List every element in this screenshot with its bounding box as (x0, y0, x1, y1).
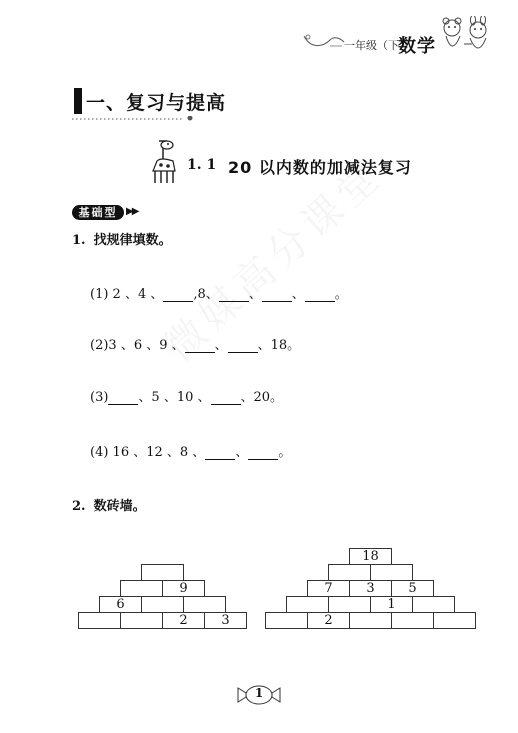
brick[interactable] (183, 596, 226, 613)
arrow-icon: ▶▶ (126, 206, 138, 217)
answer-blank[interactable] (163, 287, 193, 302)
exercise-text: 、18。 (257, 338, 301, 353)
brick[interactable] (433, 612, 476, 629)
brick[interactable] (120, 580, 163, 597)
exercise-text: ,8、 (193, 287, 219, 302)
answer-blank[interactable] (185, 338, 215, 353)
brick[interactable] (265, 612, 308, 629)
exercise-text: 、20。 (240, 390, 284, 405)
brick[interactable] (162, 580, 205, 597)
brick-value: 9 (179, 581, 188, 596)
brick[interactable] (370, 564, 413, 581)
brick[interactable] (286, 596, 329, 613)
exercise-label: (2)3 、6 、9 、 (90, 338, 185, 353)
brick-value: 5 (408, 581, 417, 596)
brick[interactable] (141, 564, 184, 581)
brick[interactable] (349, 580, 392, 597)
giraffe-icon (143, 137, 183, 185)
page-number: 1 (254, 686, 264, 700)
lesson-title: 20 以内数的加减法复习 (228, 158, 412, 177)
brick[interactable] (349, 548, 392, 565)
exercise-text: 。 (278, 445, 292, 460)
brick[interactable] (120, 612, 163, 629)
exercise-text: 。 (334, 287, 348, 302)
answer-blank[interactable] (205, 445, 235, 460)
brick[interactable] (328, 564, 371, 581)
answer-blank[interactable] (228, 338, 258, 353)
bear-mascot-icon (438, 16, 496, 58)
brick[interactable] (328, 596, 371, 613)
basic-level-badge: 基础型 (72, 205, 124, 220)
brick-value: 1 (387, 597, 396, 612)
question-prompt: 数砖墙。 (93, 499, 146, 514)
brick[interactable] (391, 580, 434, 597)
brick[interactable] (162, 612, 205, 629)
brick[interactable] (307, 612, 350, 629)
exercise-row-2: (2)3 、6 、9 、 、 、18。 (90, 334, 300, 353)
answer-blank[interactable] (248, 445, 278, 460)
brick[interactable] (99, 596, 142, 613)
brick-value: 6 (116, 597, 125, 612)
section-dotted-underline (72, 116, 197, 124)
answer-blank[interactable] (108, 390, 138, 405)
question-number: 2. (72, 499, 86, 514)
brick[interactable] (391, 612, 434, 629)
brick[interactable] (307, 580, 350, 597)
section-marker (74, 88, 82, 114)
lesson-number: 1. 1 (187, 157, 217, 173)
answer-blank[interactable] (262, 287, 292, 302)
exercise-row-3 (90, 386, 283, 405)
exercise-label: (4) 16 、12 、8 、 (90, 445, 206, 460)
exercise-label: (1) 2 、4 、 (90, 287, 164, 302)
brick[interactable] (204, 612, 247, 629)
brick-value: 3 (221, 613, 230, 628)
brick[interactable] (78, 612, 121, 629)
exercise-text: 、5 、10 、 (138, 390, 211, 405)
answer-blank[interactable] (211, 390, 241, 405)
question-prompt: 找规律填数。 (93, 233, 172, 248)
brick[interactable] (370, 596, 413, 613)
question-number: 1. (72, 233, 86, 248)
answer-blank[interactable] (305, 287, 335, 302)
exercise-row-1: (1) 2 、4 、 ,8、 、 、 。 (90, 283, 348, 302)
question-1 (72, 229, 172, 248)
question-2 (72, 495, 146, 514)
brick-value: 3 (366, 581, 375, 596)
brick[interactable] (349, 612, 392, 629)
brick-value: 7 (324, 581, 333, 596)
answer-blank[interactable] (219, 287, 249, 302)
brick-value: 2 (324, 613, 333, 628)
subject-label: 数学 (398, 36, 436, 57)
exercise-label: (3) (90, 390, 109, 405)
brick-value: 18 (362, 549, 379, 564)
brick-value: 2 (179, 613, 188, 628)
brick[interactable] (141, 596, 184, 613)
brick[interactable] (412, 596, 455, 613)
section-title: 一、复习与提高 (86, 92, 227, 114)
exercise-row-4: (4) 16 、12 、8 、 、 。 (90, 441, 291, 460)
grade-label: 一年级（下） (344, 39, 410, 52)
